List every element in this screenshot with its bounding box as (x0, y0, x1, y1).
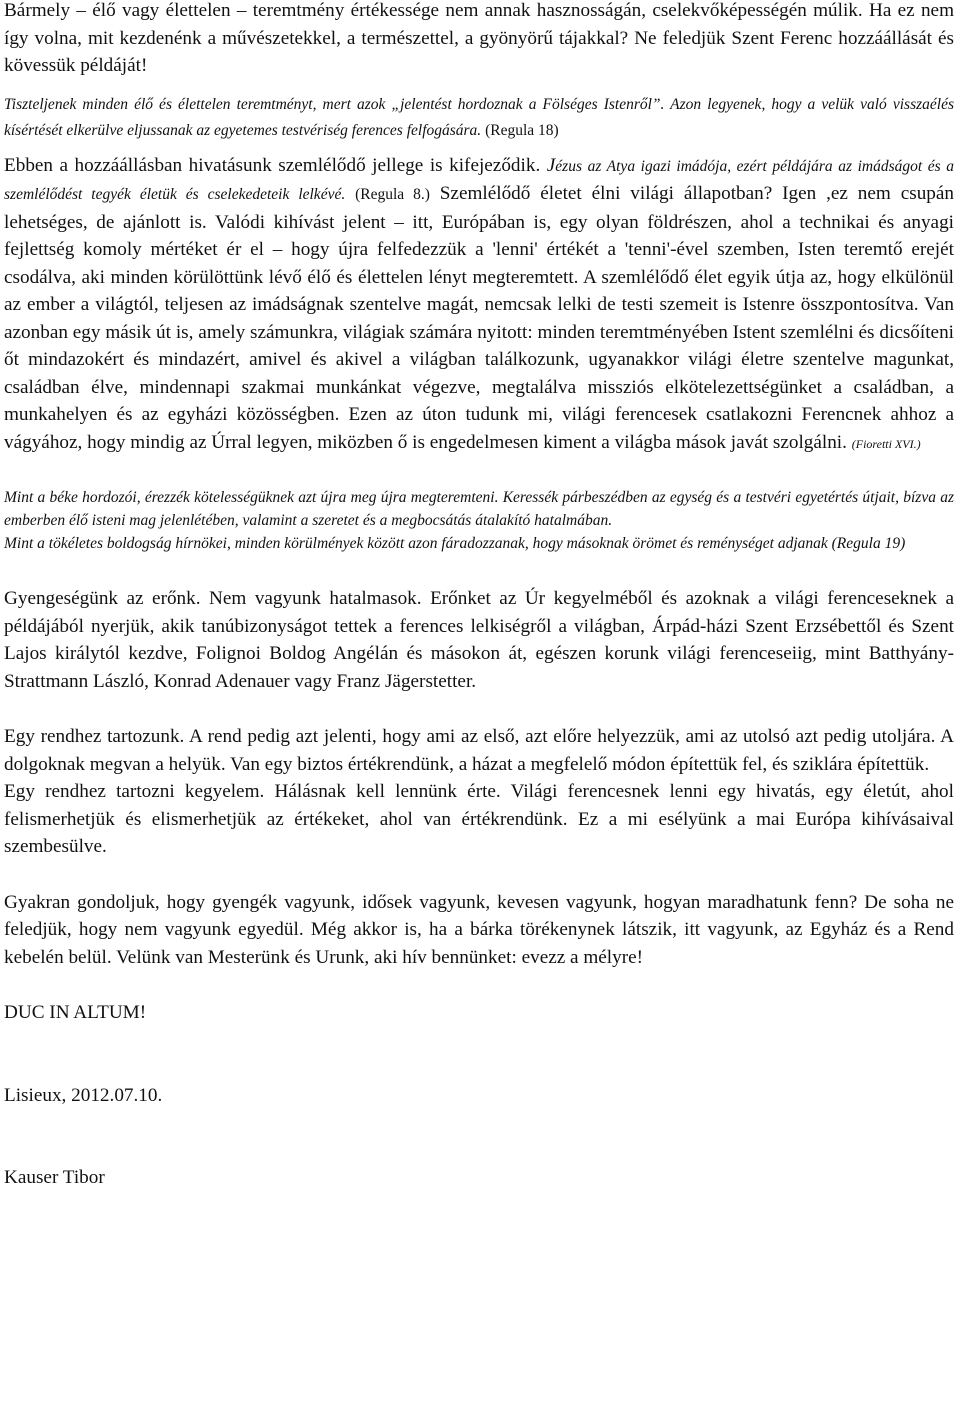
rule19-quote-1: Mint a béke hordozói, érezzék kötelességüknek azt újra meg újra megteremteni. Keressék párbeszédben az egység és a testvéri egyetértés útjait, bízva az emberben élő isteni mag jelenlétében, valamint a szeretet és a megbocsátás átalakító hatalmában. (4, 489, 954, 529)
order-paragraph-1: Egy rendhez tartozunk. A rend pedig azt jelenti, hogy ami az első, azt előre helyezzük, ami az utolsó azt pedig utoljára. A dolgoknak megvan a helyük. Van egy biztos értékrendünk, a házat a megfelelő módon építettük fel, és sziklára építettük. (4, 726, 954, 775)
fioretti-reference: (Fioretti XVI.) (851, 436, 921, 451)
rule8-reference: (Regula 8.) (355, 186, 430, 203)
rule18-reference: (Regula 18) (485, 121, 559, 139)
contemplative-paragraph (4, 152, 954, 459)
intro-paragraph (4, 0, 954, 80)
closing-paragraph: Gyakran gondoljuk, hogy gyengék vagyunk, idősek vagyunk, kevesen vagyunk, hogyan maradhatunk fenn? De soha ne feledjük, hogy nem vagyunk egyedül. Még akkor is, ha a bárka törékenynek látszik, itt vagyunk, az Egyház és a Rend kebelén belül. Velünk van Mesterünk és Urunk, aki hív bennünket: evezz a mélyre! (4, 891, 954, 968)
order-paragraph-2: Egy rendhez tartozni kegyelem. Hálásnak kell lennünk érte. Világi ferencesnek lenni egy hivatás, egy életút, ahol felismerhetjük és elismerhetjük az értékeket, ahol van értékrendünk. Ez a mi esélyünk a mai Európa kihívásaival szembesülve. (4, 781, 954, 857)
contemplative-lead: Ebben a hozzáállásban hivatásunk szemlélődő jellege is kifejeződik. (4, 154, 541, 176)
weakness-paragraph: Gyengeségünk az erőnk. Nem vagyunk hatalmasok. Erőnket az Úr kegyelméből és azoknak a világi ferenceseknek a példájából nyerjük, akik tanúbizonyságot tettek a ferences lelkiségről a világban, Árpád-házi Szent Erzsébettől és Szent Lajos királytól kezdve, Folignoi Boldog Angélán és másokon át, egészen korunk világi ferenceseiig, mint Batthyány-Strattmann László, Konrad Adenauer vagy Franz Jägerstetter. (4, 588, 954, 692)
contemplative-body: Szemlélődő életet élni világi állapotban? Igen ,ez nem csupán lehetséges, de ajánlott is. Valódi kihívást jelent – itt, Európában is, egy olyan földrészen, ahol a technikai és anyagi fejlettség komoly mértéket ér el – hogy újra felfedezzük a 'lenni' értékét a 'tenni'-ével szemben, Isten teremtő erejét csodálva, aki minden körülöttünk lévő élő és élettelen lényt megteremtett. A szemlélődő élet egyik útja az, hogy elkülönül az ember a világtól, teljesen az imádságnak szentelve magát, nemcsak lelki de testi szemeit is Istenre összpontosítva. Van azonban egy másik út is, amely számunkra, világiak számára nyitott: minden teremtményében Istent szemlélni és dicsőíteni őt mindazokért és mindazért, amivel és akivel a világban találkozunk, ugyanakkor világi életre szentelve magunkat, családban élve, mindennapi szakmai munkánkat végezve, megtalálva missziós elkötelezettségünket a családban, a munkahelyen és az egyházi közösségben. Ezen az úton tudunk mi, világi ferencesek csatlakozni Ferencnek ahhoz a vágyához, hogy mindig az Úrral legyen, miközben ő is engedelmesen kiment a világba mások javát szolgálni. (4, 183, 954, 453)
document-page (4, 0, 954, 1192)
author-signature: Kauser Tibor (4, 1167, 105, 1188)
motto: DUC IN ALTUM! (4, 1002, 147, 1023)
rule18-quote-paragraph (4, 92, 954, 144)
rule19-quote-2: Mint a tökéletes boldogság hírnökei, minden körülmények között azon fáradozzanak, hogy másoknak örömet és reménységet adjanak (Regula 19) (4, 535, 906, 552)
rule8-quote-text: ézus az Atya igazi imádója, ezért példájára az imádságot és a szemlélődést tegyék életük és cselekedeteik lelkévé. (4, 157, 955, 203)
place-date: Lisieux, 2012.07.10. (4, 1084, 163, 1106)
rule8-quote-initial: J (546, 154, 556, 176)
intro-text: Bármely – élő vagy élettelen – teremtmény értékessége nem annak hasznosságán, cselekvőképességén múlik. Ha ez nem így volna, mit kezdenénk a művészetekkel, a természettel, a gyönyörű tájakkal? Ne feledjük Szent Ferenc hozzáállását és kövessük példáját! (4, 0, 954, 76)
rule18-quote: Tiszteljenek minden élő és élettelen teremtményt, mert azok „jelentést hordoznak a Fölséges Istenről”. Azon legyenek, hogy a velük való visszaélés kísértését elkerülve eljussanak az egyetemes testvériség ferences felfogására. (4, 95, 954, 139)
